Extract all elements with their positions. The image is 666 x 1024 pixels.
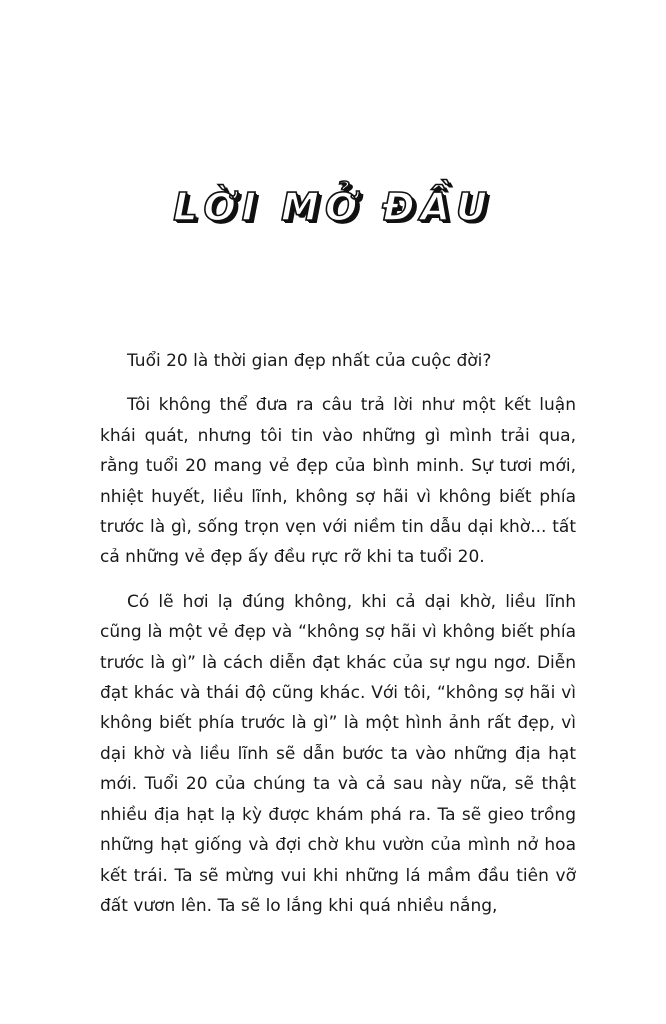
paragraph-1: Tuổi 20 là thời gian đẹp nhất của cuộc đời? [127,351,492,371]
paragraph-2: Tôi không thể đưa ra câu trả lời như một kết luận khái quát, nhưng tôi tin vào những gì mình trải qua, rằng tuổi 20 mang vẻ đẹp của bình minh. Sự tươi mới, nhiệt huyết, liều lĩnh, không sợ hãi vì không biết phía trước là gì, sống trọn vẹn với niềm tin dẫu dại khờ... tất cả những vẻ đẹp ấy đều rực rỡ khi ta tuổi 20. [100,395,576,568]
chapter-title: LỜI MỞ ĐẦU [173,185,493,229]
body-text [100,346,576,935]
paragraph-3: Có lẽ hơi lạ đúng không, khi cả dại khờ, liều lĩnh cũng là một vẻ đẹp và “không sợ hãi vì không biết phía trước là gì” là cách diễn đạt khác của sự ngu ngơ. Diễn đạt khác và thái độ cũng khác. Với tôi, “không sợ hãi vì không biết phía trước là gì” là một hình ảnh rất đẹp, vì dại khờ và liều lĩnh sẽ dẫn bước ta vào những địa hạt mới. Tuổi 20 của chúng ta và cả sau này nữa, sẽ thật nhiều địa hạt lạ kỳ được khám phá ra. Ta sẽ gieo trồng những hạt giống và đợi chờ khu vườn của mình nở hoa kết trái. Ta sẽ mừng vui khi những lá mầm đầu tiên vỡ đất vươn lên. Ta sẽ lo lắng khi quá nhiều nắng, [100,591,576,916]
